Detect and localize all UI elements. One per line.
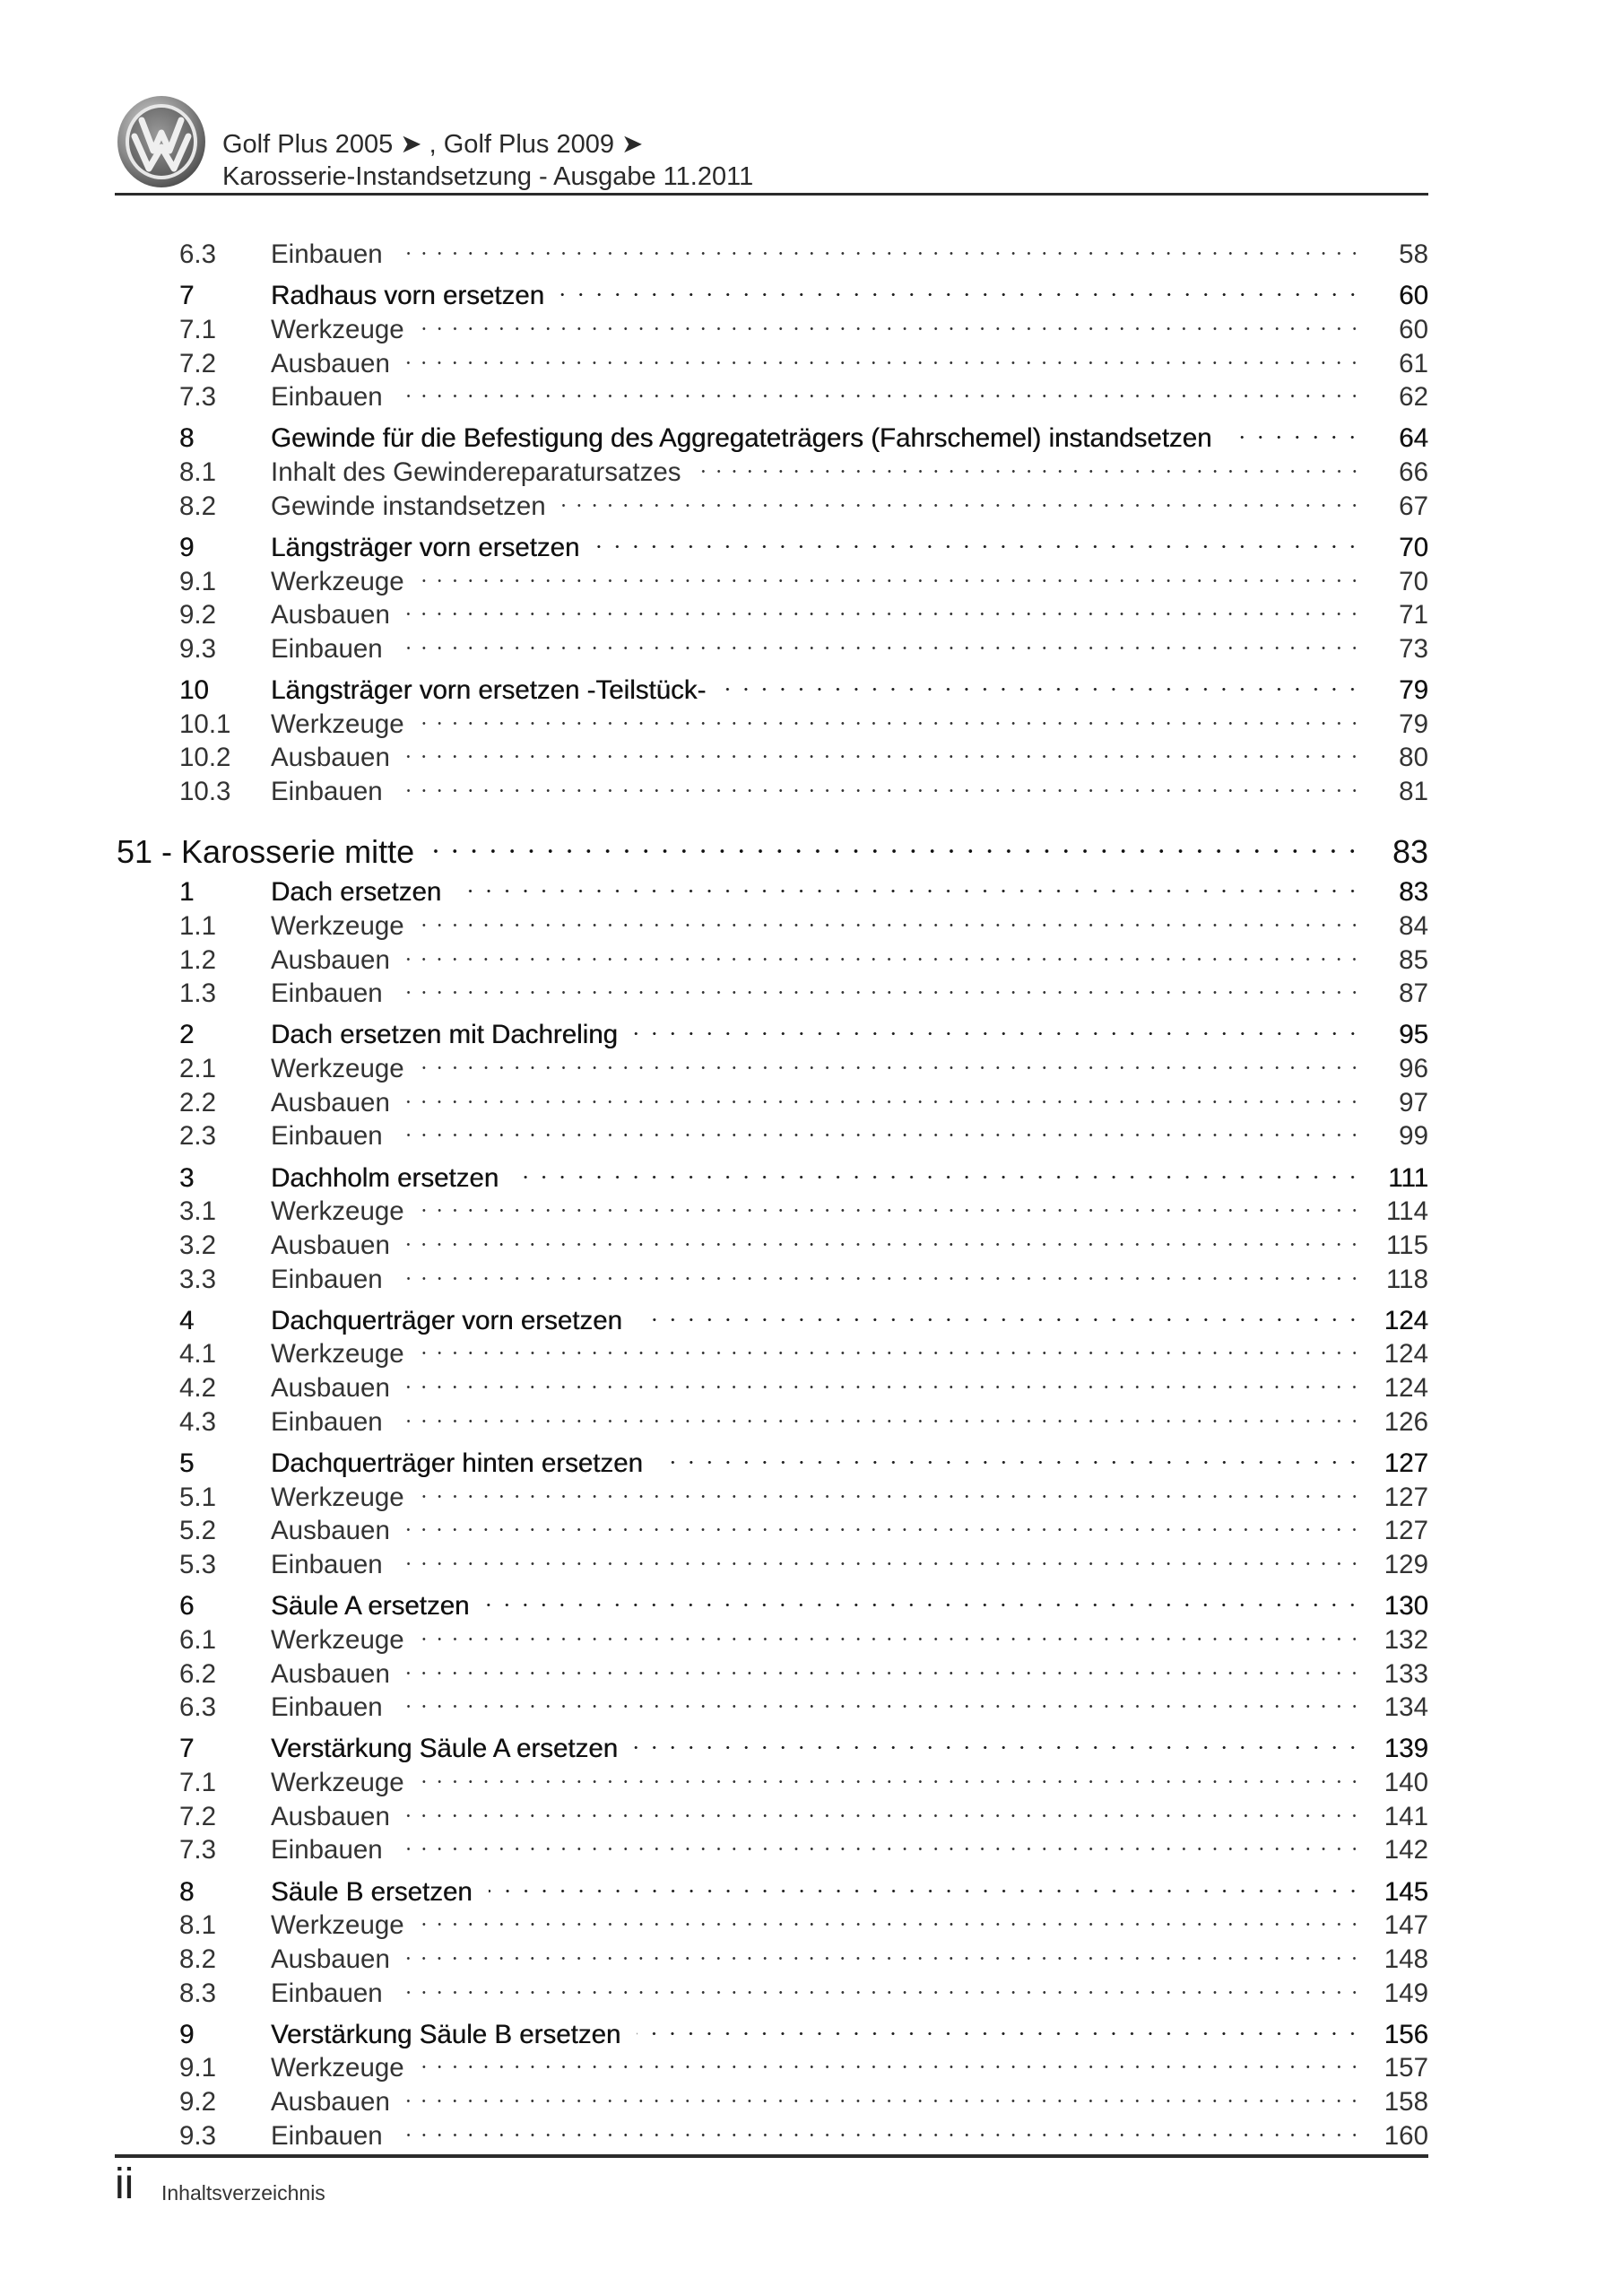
toc-entry-title: Einbauen [271,777,383,807]
toc-entry-number: 5 [179,1448,195,1478]
toc-entry-page-number: 61 [1399,348,1428,378]
toc-entry-title: Dach ersetzen mit Dachreling [271,1020,618,1050]
toc-subsection-entry[interactable] [179,481,1428,521]
dot-leader [395,1254,1364,1288]
toc-subsection-entry[interactable] [179,766,1428,807]
toc-entry-page-number: 79 [1399,709,1428,739]
toc-entry-number: 7.1 [179,1768,217,1797]
toc-entry-number: 9.3 [179,633,217,664]
toc-entry-title: Werkzeuge [271,1768,404,1797]
toc-entry-page-number: 133 [1383,1658,1428,1689]
toc-entry-page-number: 64 [1399,423,1428,454]
dot-leader [417,1900,1364,1934]
toc-entry-number: 10.2 [179,743,231,773]
toc-entry-title: Werkzeuge [271,910,404,941]
toc-entry-number: 4.1 [179,1339,217,1370]
toc-entry-page-number: 114 [1385,1196,1428,1227]
toc-subsection-entry[interactable] [179,732,1428,773]
toc-subsection-entry[interactable] [179,338,1428,378]
toc-entry-page-number: 80 [1399,743,1428,773]
toc-subsection-entry[interactable] [179,1396,1428,1437]
toc-entry-title: Verstärkung Säule A ersetzen [271,1734,619,1764]
toc-entry-page-number: 127 [1383,1448,1428,1478]
toc-entry-page-number: 160 [1383,2120,1428,2151]
toc-entry-page-number: 58 [1399,239,1428,269]
toc-subsection-entry[interactable] [179,1328,1428,1370]
toc-entry-number: 2.2 [179,1087,217,1118]
dot-leader [403,1505,1364,1539]
toc-entry-number: 7.2 [179,1801,217,1831]
dot-leader [417,1614,1364,1648]
toc-entry-page-number: 83 [1392,833,1428,871]
dot-leader [403,1077,1364,1111]
toc-entry-page-number: 83 [1399,877,1428,908]
toc-entry-title: Säule A ersetzen [271,1591,470,1622]
toc-entry-title: Werkzeuge [271,1910,404,1941]
toc-subsection-entry[interactable] [179,1539,1428,1579]
toc-entry-page-number: 66 [1399,457,1428,487]
dot-leader [630,1009,1364,1043]
toc-entry-number: 7.2 [179,348,217,378]
toc-entry-page-number: 132 [1383,1624,1428,1655]
toc-entry-page-number: 99 [1399,1121,1428,1152]
toc-entry-page-number: 81 [1399,777,1428,807]
toc-entry-title: Werkzeuge [271,1624,404,1655]
toc-entry-page-number: 84 [1399,910,1428,941]
toc-section-entry[interactable] [179,1009,1428,1050]
toc-subsection-entry[interactable] [179,1757,1428,1797]
toc-subsection-entry[interactable] [179,229,1428,269]
toc-entry-page-number: 127 [1383,1482,1428,1512]
toc-entry-page-number: 73 [1399,633,1428,664]
toc-entry-number: 1.2 [179,944,217,975]
toc-entry-title: Längsträger vorn ersetzen [271,532,580,562]
toc-entry-number: 3.3 [179,1264,217,1294]
toc-entry-number: 7.3 [179,382,217,413]
toc-entry-title: Einbauen [271,1835,383,1866]
dot-leader [417,2042,1364,2076]
toc-entry-page-number: 124 [1383,1339,1428,1370]
toc-entry-number: 6.3 [179,1692,217,1723]
document-model-range: Golf Plus 2005 ➤ , Golf Plus 2009 ➤ [222,130,644,159]
toc-subsection-entry[interactable] [179,699,1428,739]
toc-entry-page-number: 129 [1383,1550,1428,1579]
toc-entry-page-number: 127 [1383,1516,1428,1546]
toc-section-entry[interactable] [179,270,1428,311]
toc-entry-page-number: 124 [1383,1305,1428,1335]
toc-entry-title: Ausbauen [271,1658,390,1689]
dot-leader [417,1757,1364,1791]
dot-leader [630,1723,1364,1757]
toc-entry-number: 10.1 [179,709,231,739]
dot-leader [395,1110,1364,1144]
toc-entry-title: Werkzeuge [271,2053,404,2083]
toc-subsection-entry[interactable] [179,304,1428,344]
toc-entry-number: 6.2 [179,1658,217,1689]
toc-subsection-entry[interactable] [179,1254,1428,1294]
toc-entry-title: Werkzeuge [271,1196,404,1227]
toc-subsection-entry[interactable] [179,2042,1428,2083]
toc-subsection-entry[interactable] [179,589,1428,631]
toc-entry-title: Ausbauen [271,1516,390,1546]
toc-entry-number: 10 [179,675,209,705]
dot-leader [395,968,1364,1002]
footer-divider [115,2154,1428,2158]
toc-entry-page-number: 96 [1399,1054,1428,1083]
dot-leader [454,866,1364,900]
toc-entry-page-number: 71 [1399,600,1428,631]
dot-leader [403,935,1364,969]
toc-entry-page-number: 142 [1383,1835,1428,1866]
toc-entry-title: Ausbauen [271,1373,390,1404]
toc-entry-title: Radhaus vorn ersetzen [271,281,545,311]
toc-entry-title: Ausbauen [271,600,390,631]
toc-entry-title: Werkzeuge [271,1482,404,1512]
toc-entry-number: 2 [179,1020,195,1050]
dot-leader [485,1866,1364,1900]
toc-entry-title: Einbauen [271,1121,383,1152]
toc-entry-page-number: 139 [1383,1734,1428,1764]
dot-leader [417,699,1364,733]
toc-subsection-entry[interactable] [179,1186,1428,1227]
dot-leader [395,1682,1364,1716]
toc-subsection-entry[interactable] [179,1934,1428,1974]
dot-leader [403,732,1364,766]
toc-entry-number: 1.3 [179,978,217,1009]
toc-entry-title: Verstärkung Säule B ersetzen [271,2019,621,2049]
dot-leader [511,1152,1364,1187]
toc-section-entry[interactable] [179,1580,1428,1622]
toc-subsection-entry[interactable] [179,623,1428,664]
dot-leader [417,1186,1364,1220]
toc-entry-number: 2.1 [179,1054,217,1083]
toc-entry-number: 3.2 [179,1230,217,1260]
dot-leader [417,1043,1364,1077]
dot-leader [655,1438,1364,1472]
toc-section-entry[interactable] [179,522,1428,562]
dot-leader [403,589,1364,623]
toc-entry-title: Längsträger vorn ersetzen -Teilstück- [271,675,707,705]
toc-entry-number: 2.3 [179,1121,217,1152]
toc-entry-number: 5.2 [179,1516,217,1546]
toc-entry-number: 4 [179,1305,195,1335]
dot-leader [1224,413,1364,447]
toc-entry-title: Einbauen [271,1406,383,1437]
toc-subsection-entry[interactable] [179,1220,1428,1260]
toc-subsection-entry[interactable] [179,2076,1428,2118]
toc-entry-number: 7.1 [179,314,217,344]
toc-entry-page-number: 118 [1385,1264,1428,1294]
toc-entry-title: Gewinde für die Befestigung des Aggregateträgers (Fahrschemel) instandsetzen [271,423,1212,454]
toc-entry-title: Einbauen [271,633,383,664]
toc-section-entry[interactable] [179,413,1428,454]
toc-subsection-entry[interactable] [179,1648,1428,1689]
toc-entry-title: Ausbauen [271,1230,390,1260]
dot-leader [403,1362,1364,1396]
toc-entry-number: 9.3 [179,2120,217,2151]
toc-entry-number: 6 [179,1591,195,1622]
toc-entry-page-number: 87 [1399,978,1428,1009]
toc-entry-number: 4.3 [179,1406,217,1437]
dot-leader [395,1968,1364,2002]
toc-subsection-entry[interactable] [179,447,1428,487]
toc-entry-title: Einbauen [271,382,383,413]
toc-subsection-entry[interactable] [179,1900,1428,1941]
toc-entry-title: Werkzeuge [271,314,404,344]
toc-entry-page-number: 60 [1399,314,1428,344]
dot-leader [429,820,1364,863]
toc-entry-title: Dachquerträger vorn ersetzen [271,1305,622,1335]
toc-entry-number: 8.1 [179,457,217,487]
toc-entry-page-number: 70 [1399,532,1428,562]
toc-subsection-entry[interactable] [179,371,1428,413]
dot-leader [417,304,1364,338]
toc-entry-number: 8 [179,423,195,454]
dot-leader [395,1824,1364,1858]
toc-entry-title: Einbauen [271,978,383,1009]
toc-entry-number: 9.2 [179,2087,217,2118]
dot-leader [559,481,1364,515]
dot-leader [417,1472,1364,1506]
toc-entry-number: 7 [179,1734,195,1764]
toc-entry-number: 8.2 [179,1944,217,1974]
dot-leader [403,1220,1364,1254]
toc-entry-title: Werkzeuge [271,1054,404,1083]
toc-subsection-entry[interactable] [179,1824,1428,1866]
dot-leader [635,1295,1364,1329]
toc-entry-title: Säule B ersetzen [271,1876,473,1907]
toc-entry-page-number: 149 [1383,1978,1428,2008]
toc-entry-title: Einbauen [271,239,383,269]
toc-entry-number: 9.1 [179,566,217,596]
toc-entry-title: Ausbauen [271,1944,390,1974]
toc-entry-number: 7 [179,281,195,311]
toc-entry-page-number: 141 [1383,1801,1428,1831]
toc-entry-number: 7.3 [179,1835,217,1866]
toc-subsection-entry[interactable] [179,1505,1428,1546]
toc-subsection-entry[interactable] [179,1362,1428,1404]
toc-entry-title: Ausbauen [271,348,390,378]
toc-entry-number: 8.3 [179,1978,217,2008]
toc-entry-page-number: 70 [1399,566,1428,596]
toc-entry-number: 6.1 [179,1624,217,1655]
dot-leader [403,1648,1364,1683]
section-label: Inhaltsverzeichnis [161,2181,325,2205]
document-title: Karosserie-Instandsetzung - Ausgabe 11.2011 [222,162,754,191]
toc-entry-title: Einbauen [271,2120,383,2151]
toc-entry-title: Dach ersetzen [271,877,442,908]
toc-entry-title: Ausbauen [271,743,390,773]
toc-entry-page-number: 111 [1388,1162,1428,1193]
toc-subsection-entry[interactable] [179,1791,1428,1831]
toc-chapter-heading[interactable] [117,820,1428,871]
toc-entry-page-number: 147 [1383,1910,1428,1941]
toc-entry-page-number: 157 [1383,2053,1428,2083]
toc-entry-title: Einbauen [271,1978,383,2008]
dot-leader [395,1396,1364,1431]
dot-leader [395,229,1364,263]
dot-leader [417,900,1364,935]
toc-entry-page-number: 60 [1399,281,1428,311]
dot-leader [417,1328,1364,1362]
toc-entry-title: Einbauen [271,1264,383,1294]
toc-entry-title: Einbauen [271,1692,383,1723]
dot-leader [395,371,1364,405]
toc-subsection-entry[interactable] [179,1043,1428,1083]
toc-entry-title: Dachholm ersetzen [271,1162,499,1193]
toc-entry-page-number: 126 [1383,1406,1428,1437]
toc-entry-number: 9.1 [179,2053,217,2083]
toc-entry-page-number: 79 [1399,675,1428,705]
toc-entry-page-number: 145 [1383,1876,1428,1907]
toc-entry-page-number: 95 [1399,1020,1428,1050]
dot-leader [633,2009,1364,2043]
toc-entry-page-number: 67 [1399,491,1428,521]
toc-entry-number: 5.1 [179,1482,217,1512]
toc-entry-title: Ausbauen [271,944,390,975]
dot-leader [403,2076,1364,2110]
toc-entry-title: Inhalt des Gewindereparatursatzes [271,457,681,487]
toc-entry-number: 10.3 [179,777,231,807]
toc-entry-title: Ausbauen [271,1087,390,1118]
toc-section-entry[interactable] [179,1152,1428,1193]
toc-entry-number: 3.1 [179,1196,217,1227]
toc-entry-number: 5.3 [179,1550,217,1579]
toc-entry-title: Dachquerträger hinten ersetzen [271,1448,643,1478]
toc-section-entry[interactable] [179,866,1428,908]
toc-entry-page-number: 97 [1399,1087,1428,1118]
toc-entry-title: Ausbauen [271,1801,390,1831]
toc-subsection-entry[interactable] [179,900,1428,941]
toc-entry-number: 9 [179,2019,195,2049]
toc-entry-page-number: 140 [1383,1768,1428,1797]
toc-entry-number: 1 [179,877,195,908]
toc-entry-page-number: 124 [1383,1373,1428,1404]
dot-leader [417,556,1364,590]
toc-entry-number: 9.2 [179,600,217,631]
toc-section-entry[interactable] [179,2009,1428,2049]
toc-entry-page-number: 134 [1383,1692,1428,1723]
toc-subsection-entry[interactable] [179,935,1428,975]
toc-entry-number: 6.3 [179,239,217,269]
toc-entry-title: Ausbauen [271,2087,390,2118]
dot-leader [718,665,1364,699]
toc-section-entry[interactable] [179,1438,1428,1478]
toc-subsection-entry[interactable] [179,556,1428,596]
toc-entry-page-number: 158 [1383,2087,1428,2118]
toc-subsection-entry[interactable] [179,1614,1428,1655]
dot-leader [395,766,1364,800]
dot-leader [403,1934,1364,1968]
dot-leader [403,338,1364,372]
dot-leader [395,1539,1364,1573]
toc-entry-title: 51 - Karosserie mitte [117,833,415,871]
toc-entry-number: 1.1 [179,910,217,941]
toc-section-entry[interactable] [179,1866,1428,1907]
toc-subsection-entry[interactable] [179,1682,1428,1723]
toc-subsection-entry[interactable] [179,1077,1428,1118]
dot-leader [481,1580,1364,1614]
toc-entry-page-number: 130 [1383,1591,1428,1622]
toc-entry-number: 8 [179,1876,195,1907]
toc-entry-page-number: 115 [1385,1230,1428,1260]
toc-entry-number: 8.2 [179,491,217,521]
dot-leader [395,623,1364,657]
toc-section-entry[interactable] [179,1295,1428,1335]
toc-entry-title: Werkzeuge [271,1339,404,1370]
toc-section-entry[interactable] [179,1723,1428,1764]
dot-leader [557,270,1364,304]
toc-entry-number: 8.1 [179,1910,217,1941]
toc-entry-number: 4.2 [179,1373,217,1404]
dot-leader [592,522,1364,556]
dot-leader [694,447,1364,481]
toc-subsection-entry[interactable] [179,1110,1428,1152]
toc-entry-page-number: 156 [1383,2019,1428,2049]
toc-entry-number: 9 [179,532,195,562]
toc-section-entry[interactable] [179,665,1428,705]
toc-entry-page-number: 62 [1399,382,1428,413]
dot-leader [395,2110,1364,2144]
toc-entry-page-number: 85 [1399,944,1428,975]
toc-subsection-entry[interactable] [179,1472,1428,1512]
dot-leader [403,1791,1364,1825]
toc-entry-title: Gewinde instandsetzen [271,491,546,521]
toc-entry-page-number: 148 [1383,1944,1428,1974]
toc-entry-title: Einbauen [271,1550,383,1579]
toc-entry-number: 3 [179,1162,195,1193]
toc-subsection-entry[interactable] [179,968,1428,1009]
toc-subsection-entry[interactable] [179,1968,1428,2008]
toc-entry-title: Werkzeuge [271,709,404,739]
toc-entry-title: Werkzeuge [271,566,404,596]
page-number: ii [115,2161,134,2208]
toc-subsection-entry[interactable] [179,2110,1428,2151]
